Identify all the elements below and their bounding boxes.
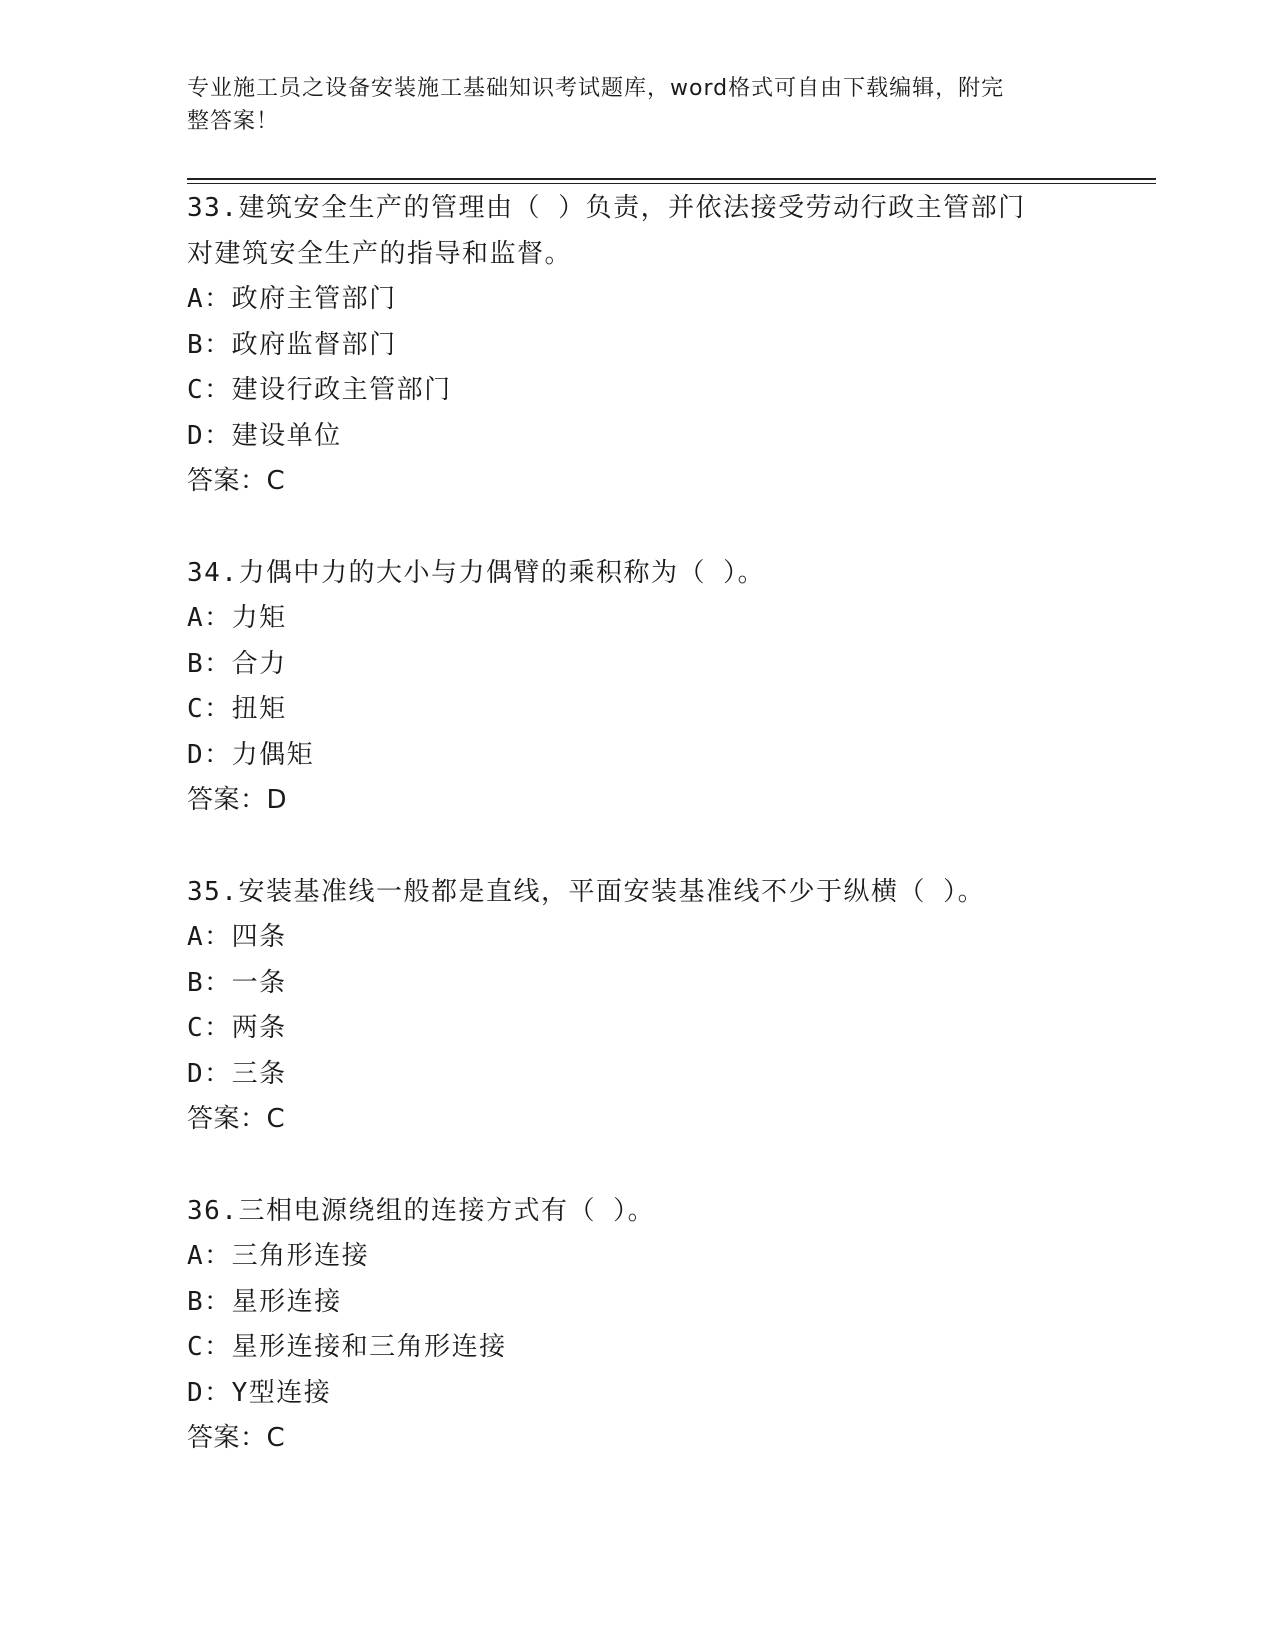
- question-35: [187, 870, 1087, 1143]
- question-33: [187, 186, 1087, 505]
- question-36: [187, 1189, 1087, 1462]
- option-d: D：三条: [187, 1058, 287, 1089]
- option-c: C：建设行政主管部门: [187, 375, 452, 405]
- option-b: B：合力: [187, 648, 287, 679]
- header-divider-thick: [187, 178, 1156, 180]
- option-c: C：两条: [187, 1013, 287, 1043]
- option-c: C：扭矩: [187, 694, 287, 724]
- option-d: D：Y型连接: [187, 1377, 332, 1408]
- option-b: B：政府监督部门: [187, 329, 397, 360]
- question-text: 34.力偶中力的大小与力偶臂的乘积称为（ ）。: [187, 557, 766, 588]
- option-b: B：星形连接: [187, 1286, 342, 1317]
- answer: 答案：C: [187, 1104, 286, 1134]
- option-a: A：力矩: [187, 603, 287, 633]
- document-header: [187, 72, 1067, 138]
- option-c: C：星形连接和三角形连接: [187, 1332, 507, 1362]
- option-a: A：政府主管部门: [187, 284, 397, 314]
- question-34: [187, 551, 1087, 824]
- header-divider-thin: [187, 183, 1156, 184]
- question-list: [187, 186, 1087, 1508]
- option-a: A：三角形连接: [187, 1241, 370, 1271]
- option-a: A：四条: [187, 922, 287, 952]
- question-text: 35.安装基准线一般都是直线，平面安装基准线不少于纵横（ ）。: [187, 876, 986, 907]
- header-line-2: 整答案！: [187, 109, 280, 134]
- answer: 答案：D: [187, 785, 288, 815]
- option-d: D：建设单位: [187, 420, 342, 451]
- option-b: B：一条: [187, 967, 287, 998]
- question-text-continued: 对建筑安全生产的指导和监督。: [187, 238, 573, 269]
- header-line-1: 专业施工员之设备安装施工基础知识考试题库，word格式可自由下载编辑，附完: [187, 76, 1005, 101]
- question-text: 33.建筑安全生产的管理由（ ）负责，并依法接受劳动行政主管部门: [187, 193, 1026, 223]
- question-text: 36.三相电源绕组的连接方式有（ ）。: [187, 1195, 656, 1226]
- option-d: D：力偶矩: [187, 739, 315, 770]
- answer: 答案：C: [187, 466, 286, 496]
- answer: 答案：C: [187, 1423, 286, 1453]
